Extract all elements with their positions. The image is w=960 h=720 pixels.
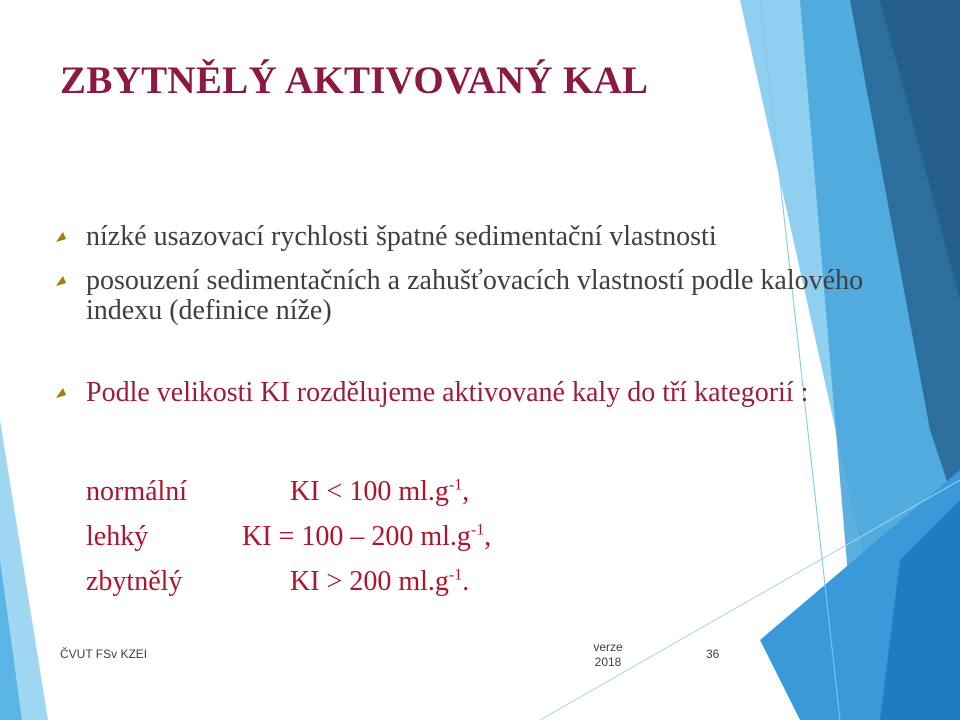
category-value: KI < 100 $ml.g^{-1}$,	[290, 476, 470, 507]
category-value: KI = 100 – 200 $ml.g^{-1}$,	[242, 521, 492, 552]
bullet-text: posouzení sedimentačních a zahušťovacích vlastností podle kalového indexu (definice níže)	[86, 265, 864, 326]
bullet-item	[86, 266, 926, 326]
slide-title: ZBYTNĚLÝ AKTIVOVANÝ KAL	[60, 59, 649, 102]
footer-left: ČVUT FSv KZEI	[60, 647, 148, 661]
bullet-item	[86, 222, 926, 252]
category-name: normální	[86, 476, 188, 507]
bullet-star-icon	[54, 274, 68, 288]
bullet-item	[86, 378, 926, 408]
bullet-text: nízké usazovací rychlosti špatné sedimentační vlastnosti	[86, 221, 717, 252]
footer-version: verze 2018	[593, 640, 623, 669]
slide-number: 36	[706, 647, 720, 661]
category-name: zbytnělý	[86, 566, 183, 597]
bullet-star-icon	[54, 230, 68, 244]
bullet-star-icon	[54, 386, 68, 400]
bullet-text: Podle velikosti KI rozdělujeme aktivované kaly do tří kategorií :	[86, 377, 809, 408]
category-value: KI > 200 $ml.g^{-1}$.	[290, 566, 470, 597]
category-name: lehký	[86, 521, 149, 552]
